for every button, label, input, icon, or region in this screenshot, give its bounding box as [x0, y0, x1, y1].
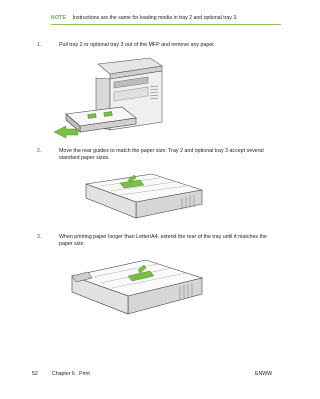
page-number: 52: [32, 371, 38, 377]
step-text: Move the rear guides to match the paper size. Tray 2 and optional tray 3 accept several standard paper sizes.: [59, 148, 264, 162]
chapter-label: Chapter 6 Print: [52, 371, 90, 377]
note-divider: [51, 24, 281, 25]
doc-code: ENWW: [255, 371, 272, 377]
mfp-tray-pull-illustration: [52, 52, 174, 142]
tray-rear-guides-illustration: [82, 168, 206, 228]
note-text: Instructions are the same for loading media in tray 2 and optional tray 3.: [72, 15, 238, 21]
step-number: 3.: [37, 234, 42, 240]
step-2: [37, 148, 267, 164]
step-text: Pull tray 2 or optional tray 3 out of the MFP and remove any paper.: [59, 42, 216, 48]
step-3: [37, 234, 267, 250]
step-1: [37, 42, 267, 52]
step-number: 1.: [37, 42, 42, 48]
step-text: When printing paper longer than Letter/A4, extend the rear of the tray until it matches the paper size.: [59, 234, 267, 248]
step-number: 2.: [37, 148, 42, 154]
note: [51, 15, 281, 22]
tray-extended-illustration: [68, 252, 206, 320]
note-label: NOTE: [51, 15, 67, 21]
